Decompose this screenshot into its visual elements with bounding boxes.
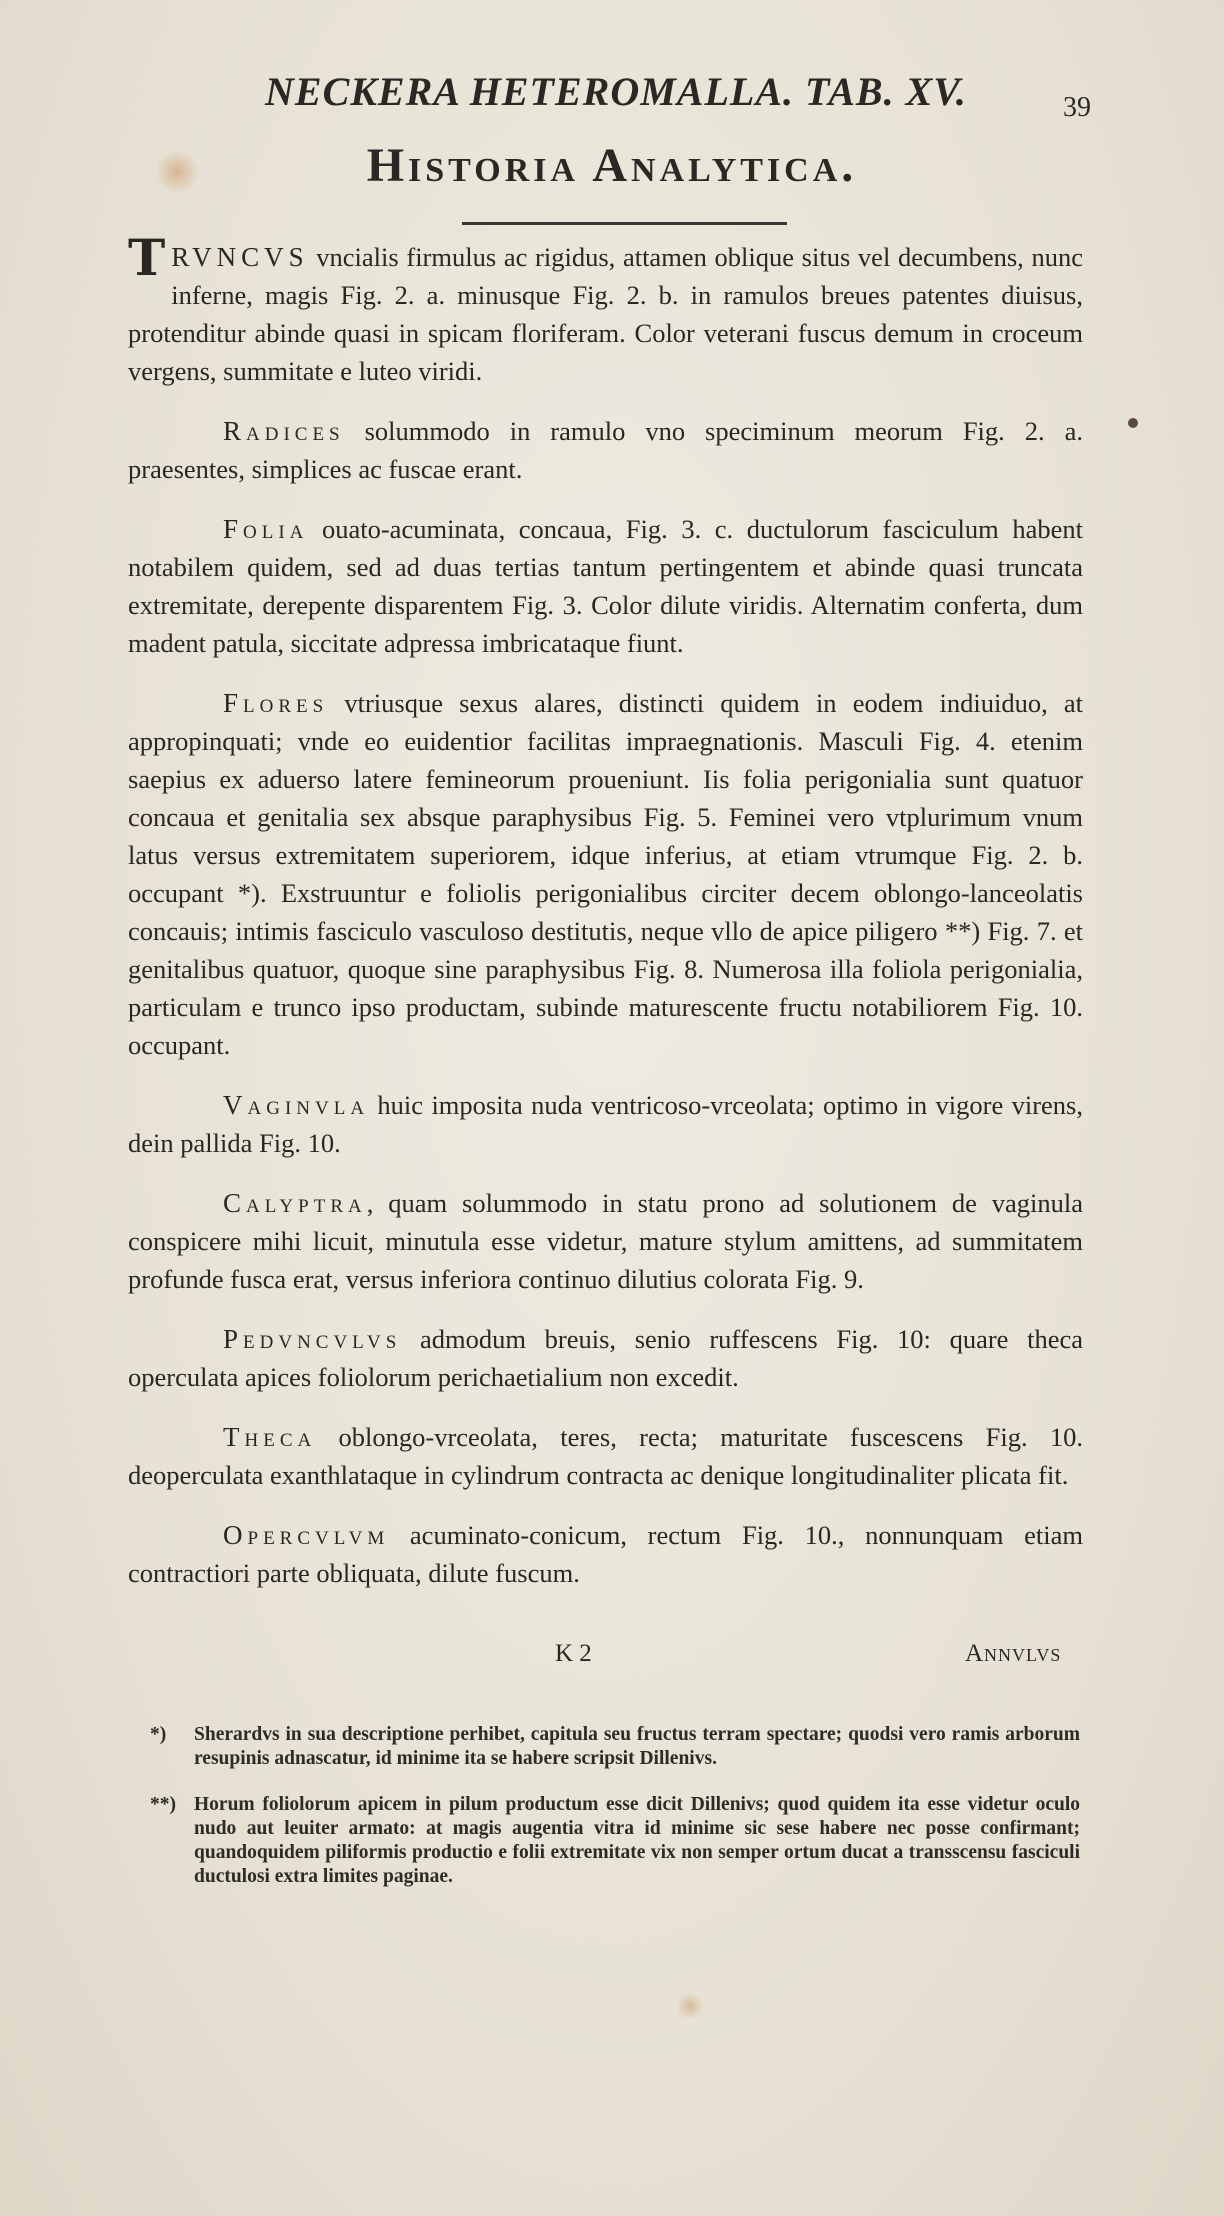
paragraph-body: oblongo-vrceolata, teres, recta; maturitate fuscescens Fig. 10. deoperculata exanthlataque in cylindrum contracta ac denique longitudinaliter plicata fit.: [128, 1422, 1083, 1490]
paragraph-lead: Calyptra: [223, 1188, 367, 1218]
paragraph-pedunculus: [128, 1320, 1083, 1396]
paragraph-lead: Pedvncvlvs: [223, 1324, 402, 1354]
footnote-mark: *): [150, 1724, 167, 1745]
drop-cap: T: [128, 228, 166, 287]
running-head: NECKERA HETEROMALLA. TAB. XV.: [265, 69, 967, 114]
page-number: 39: [1063, 92, 1091, 123]
section-title: Historia Analytica.: [366, 139, 858, 192]
foxing-stain: [675, 1993, 705, 2019]
paragraph-lead: Theca: [223, 1422, 317, 1452]
paragraph-lead: Radices: [223, 416, 345, 446]
paragraph-lead: Vaginvla: [223, 1090, 370, 1120]
catchword: Annvlvs: [965, 1640, 1062, 1667]
paragraph-radices: [128, 412, 1083, 488]
paragraph-folia: [128, 510, 1083, 662]
footnote-text: Sherardvs in sua descriptione perhibet, capitula seu fructus terram spectare; quodsi vero ramis arborum resupinis adnascatur, id minime ita se habere scripsit Dillenivs.: [194, 1724, 1080, 1769]
title-rule: [462, 222, 787, 225]
paragraph-flores: [128, 684, 1083, 1064]
footnote: [150, 1793, 1080, 1889]
footnote-text: Horum foliolorum apicem in pilum productum esse dicit Dillenivs; quod quidem ita esse videtur oculo nudo aut leuiter armato: at magis augentia vitra id minime sic sese habere nec posse confirmant; quandoquidem piliformis productio e folii extremitate vix non semper ortum ducat a transscensu fasciculi ductulosi extra limites paginae.: [194, 1794, 1080, 1887]
paragraph-body: huic imposita nuda ventricoso-vrceolata; optimo in vigore virens, dein pallida Fig. 10.: [128, 1090, 1083, 1158]
paragraph-body: admodum breuis, senio ruffescens Fig. 10: quare theca operculata apices foliolorum perichaetialium non excedit.: [128, 1324, 1083, 1392]
paragraph-lead: Opercvlvm: [223, 1520, 390, 1550]
paragraph-body: , quam solummodo in statu prono ad solutionem de vaginula conspicere mihi licuit, minutula esse videtur, mature stylum amittens, ad summitatem profunde fusca erat, versus inferiora continuo dilutius colorata Fig. 9.: [128, 1188, 1083, 1294]
paragraph-body: vncialis firmulus ac rigidus, attamen oblique situs vel decumbens, nunc inferne, magis Fig. 2. a. minusque Fig. 2. b. in ramulos breues patentes diuisus, protenditur abinde quasi in spicam floriferam. Color veterani fuscus demum in croceum vergens, summitate e luteo viridi.: [128, 242, 1083, 386]
paragraph-body: vtriusque sexus alares, distincti quidem in eodem indiuiduo, at appropinquati; vnde eo euidentior facilitas impraegnationis. Masculi Fig. 4. etenim saepius ex aduerso latere femineorum proueniunt. Iis folia perigonialia sunt quatuor concaua et genitalia sex absque paraphysibus Fig. 5. Feminei vero vtplurimum vnum latus versus extremitatem superiorem, idque inferius, at etiam vtrumque Fig. 2. b. occupant *). Exstruuntur e foliolis perigonialibus circiter decem oblongo-lanceolatis concauis; intimis fasciculo vasculoso destitutis, neque vllo de apice piligero **) Fig. 7. et genitalibus quatuor, quoque sine paraphysibus Fig. 8. Numerosa illa foliola perigonialia, particulam e trunco ipso productam, subinde maturescente fructu notabiliorem Fig. 10. occupant.: [128, 688, 1083, 1060]
footnote-mark: **): [150, 1794, 176, 1815]
paragraph-lead: Flores: [223, 688, 329, 718]
paragraph-truncus: [128, 228, 1083, 390]
paragraph-theca: [128, 1418, 1083, 1494]
paragraph-body: ouato-acuminata, concaua, Fig. 3. c. ductulorum fasciculum habent notabilem quidem, sed ad duas tertias tantum pertingentem et abinde quasi truncata extremitate, derepente disparentem Fig. 3. Color dilute viridis. Alternatim conferta, dum madent patula, siccitate adpressa imbricataque fiunt.: [128, 514, 1083, 658]
paragraph-body: acuminato-conicum, rectum Fig. 10., nonnunquam etiam contractiori parte obliquata, dilute fuscum.: [128, 1520, 1083, 1588]
body-text: [128, 228, 1083, 1614]
footnote: [150, 1723, 1080, 1771]
paragraph-lead: Folia: [223, 514, 309, 544]
paragraph-lead: RVNCVS: [171, 242, 309, 272]
footnotes: [150, 1723, 1080, 1911]
paragraph-body: solummodo in ramulo vno speciminum meorum Fig. 2. a. praesentes, simplices ac fuscae erant.: [128, 416, 1083, 484]
paragraph-calyptra: [128, 1184, 1083, 1298]
paragraph-vaginula: [128, 1086, 1083, 1162]
foxing-stain: [1128, 418, 1138, 428]
paragraph-operculum: [128, 1516, 1083, 1592]
signature-mark: K 2: [555, 1640, 592, 1667]
